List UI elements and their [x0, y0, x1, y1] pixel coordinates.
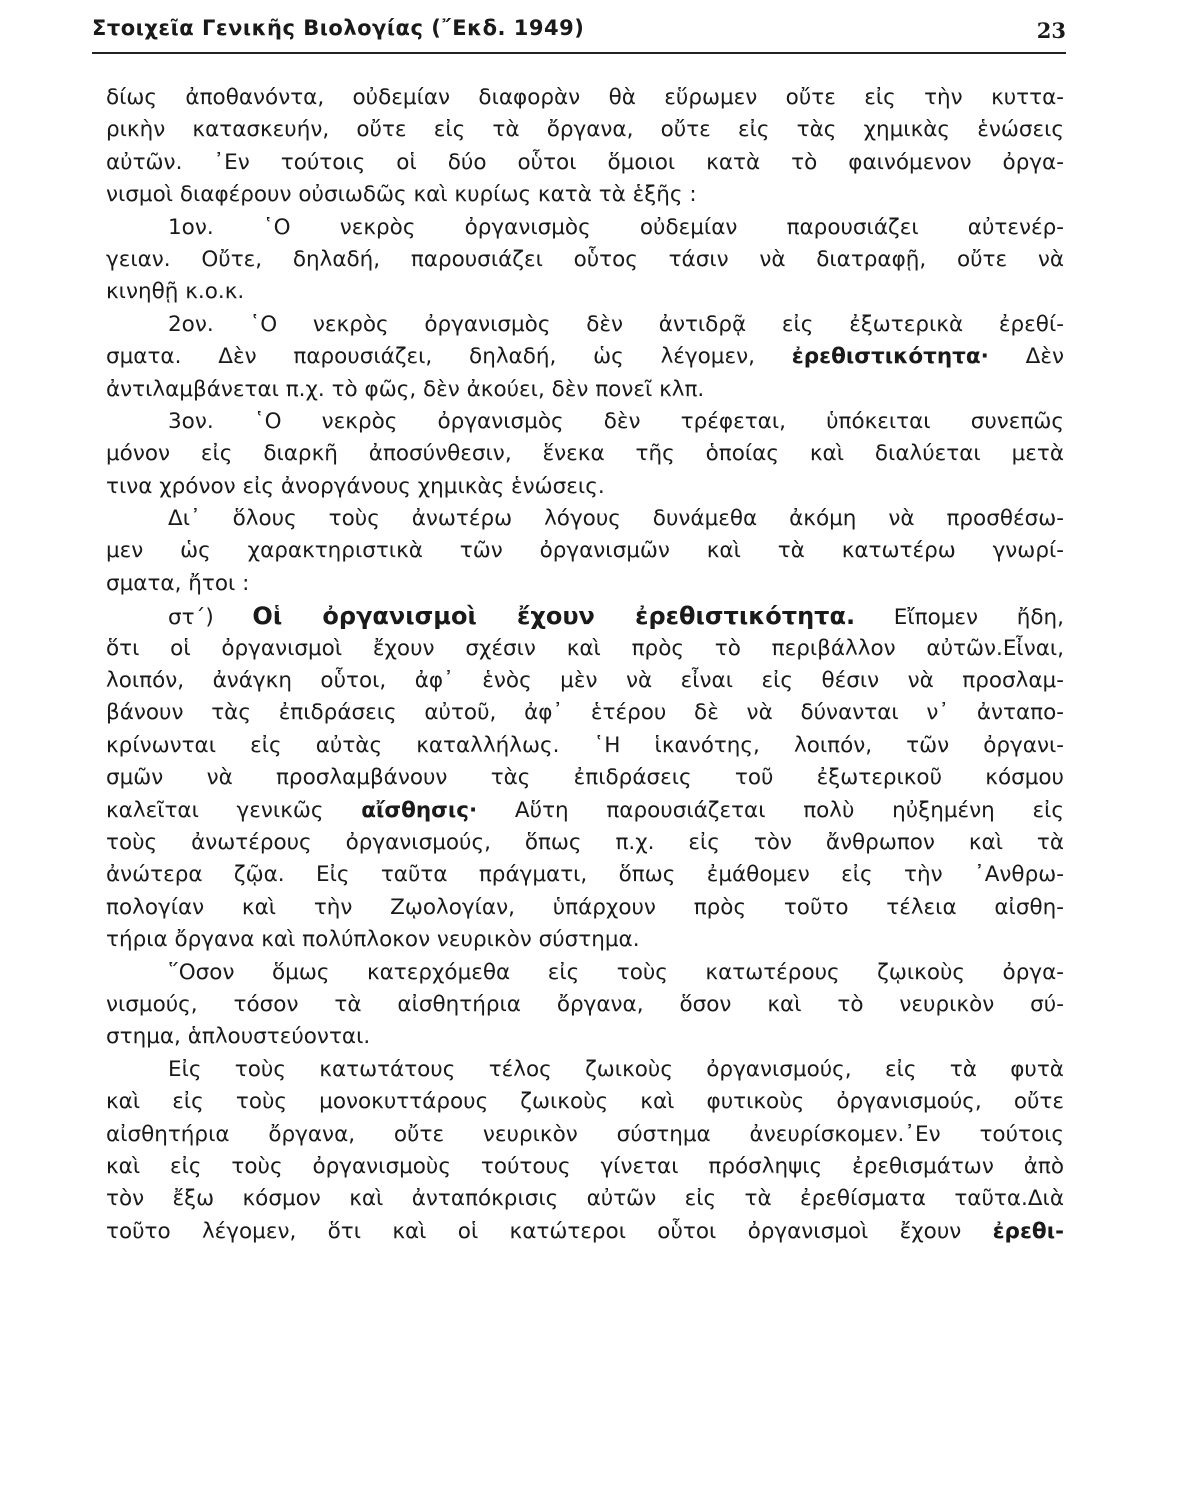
text-run: ἀντιλαμβάνεται π.χ. τὸ φῶς, δὲν ἀκούει, δὲν πονεῖ κλπ. [106, 376, 705, 402]
text-line [106, 1086, 1064, 1118]
text-run: νισμοὶ διαφέρουν οὐσιωδῶς καὶ κυρίως κατὰ τὰ ἑξῆς : [106, 182, 697, 208]
text-run: καὶ εἰς τοὺς ὀργανισμοὺς τούτους γίνεται πρόσληψις ἐρεθισμάτων ἀπὸ [106, 1153, 1064, 1179]
text-line [106, 374, 1064, 406]
text-run: ρικὴν κατασκευήν, οὔτε εἰς τὰ ὄργανα, οὔτε εἰς τὰς χημικὰς ἑνώσεις [106, 117, 1064, 143]
text-line [106, 1183, 1064, 1215]
text-run: τήρια ὄργανα καὶ πολύπλοκον νευρικὸν σύστημα. [106, 927, 640, 953]
text-line [106, 1151, 1064, 1183]
text-run: 3ον. ῾Ο νεκρὸς ὀργανισμὸς δὲν τρέφεται, ὑπόκειται συνεπῶς [168, 408, 1064, 434]
text-line [106, 795, 1064, 827]
bold-term: αἴσθησις· [361, 797, 478, 823]
text-run: πολογίαν καὶ τὴν Ζῳολογίαν, ὑπάρχουν πρὸς τοῦτο τέλεια αἰσθη- [106, 894, 1064, 920]
text-run: σματα, ἤτοι : [106, 570, 250, 596]
text-run: γειαν. Οὔτε, δηλαδή, παρουσιάζει οὗτος τάσιν νὰ διατραφῇ, οὔτε νὰ [106, 246, 1064, 272]
text-line [106, 82, 1064, 114]
text-run: αὐτῶν. ᾿Εν τούτοις οἱ δύο οὗτοι ὅμοιοι κατὰ τὸ φαινόμενον ὀργα- [106, 149, 1064, 175]
text-line [106, 212, 1064, 244]
text-line [106, 244, 1064, 276]
text-run: Αὕτη παρουσιάζεται πολὺ ηὐξημένη εἰς [477, 797, 1064, 823]
text-run: στ´) [168, 605, 253, 631]
text-run: λοιπόν, ἀνάγκη οὗτοι, ἀφ᾿ ἑνὸς μὲν νὰ εἶναι εἰς θέσιν νὰ προσλαμ- [106, 668, 1064, 694]
text-line [106, 309, 1064, 341]
body-text [106, 82, 1064, 1248]
text-run: μεν ὡς χαρακτηριστικὰ τῶν ὀργανισμῶν καὶ τὰ κατωτέρω γνωρί- [106, 538, 1064, 564]
text-line [106, 568, 1064, 600]
text-run: καὶ εἰς τοὺς μονοκυττάρους ζωικοὺς καὶ φυτικοὺς ὀργανισμούς, οὔτε [106, 1089, 1064, 1115]
text-line [106, 1119, 1064, 1151]
text-run: Εἰς τοὺς κατωτάτους τέλος ζωικοὺς ὀργανισμούς, εἰς τὰ φυτὰ [168, 1056, 1064, 1082]
text-line [106, 697, 1064, 729]
bold-term: ἐρεθι- [992, 1218, 1064, 1244]
text-run: καλεῖται γενικῶς [106, 797, 362, 823]
text-run: τοῦτο λέγομεν, ὅτι καὶ οἱ κατώτεροι οὗτοι ὀργανισμοὶ ἔχουν [106, 1218, 993, 1244]
text-run: τὸν ἔξω κόσμον καὶ ἀνταπόκρισις αὐτῶν εἰς τὰ ἐρεθίσματα ταῦτα.Διὰ [106, 1186, 1064, 1212]
text-line [106, 471, 1064, 503]
text-line [106, 503, 1064, 535]
bold-term: ἐρεθιστικότητα· [791, 344, 989, 370]
header-title: Στοιχεῖα Γενικῆς Βιολογίας (῎Εκδ. 1949) [92, 16, 585, 40]
text-run: ἀνώτερα ζῷα. Εἰς ταῦτα πράγματι, ὅπως ἐμάθομεν εἰς τὴν ᾿Ανθρω- [106, 862, 1064, 888]
text-run: Εἴπομεν ἤδη, [855, 605, 1065, 631]
page-number: 23 [1036, 18, 1066, 43]
text-line [106, 859, 1064, 891]
text-run: 2ον. ῾Ο νεκρὸς ὀργανισμὸς δὲν ἀντιδρᾷ εἰς ἐξωτερικὰ ἐρεθί- [168, 311, 1064, 337]
text-run: τοὺς ἀνωτέρους ὀργανισμούς, ὅπως π.χ. εἰς τὸν ἄνθρωπον καὶ τὰ [106, 829, 1064, 855]
text-run: ῞Οσον ὅμως κατερχόμεθα εἰς τοὺς κατωτέρους ζῳικοὺς ὀργα- [168, 959, 1064, 985]
text-run: σματα. Δὲν παρουσιάζει, δηλαδή, ὡς λέγομεν, [106, 344, 792, 370]
text-line [106, 1021, 1064, 1053]
text-run: Δι᾿ ὅλους τοὺς ἀνωτέρω λόγους δυνάμεθα ἀκόμη νὰ προσθέσω- [168, 506, 1064, 532]
text-line [106, 535, 1064, 567]
text-run: αἰσθητήρια ὄργανα, οὔτε νευρικὸν σύστημα ἀνευρίσκομεν.᾿Εν τούτοις [106, 1121, 1064, 1147]
text-line [106, 892, 1064, 924]
text-line [106, 341, 1064, 373]
text-run: Δὲν [988, 344, 1064, 370]
text-line [106, 827, 1064, 859]
text-line [106, 114, 1064, 146]
text-run: στημα, ἁπλουστεύονται. [106, 1024, 371, 1050]
text-line [106, 438, 1064, 470]
text-run: 1ον. ῾Ο νεκρὸς ὀργανισμὸς οὐδεμίαν παρουσιάζει αὐτενέρ- [168, 214, 1064, 240]
text-line [106, 633, 1064, 665]
header-rule [92, 52, 1066, 54]
text-line [106, 957, 1064, 989]
text-line [106, 924, 1064, 956]
text-run: τινα χρόνον εἰς ἀνοργάνους χημικὰς ἑνώσεις. [106, 473, 605, 499]
text-line [106, 665, 1064, 697]
text-line [106, 989, 1064, 1021]
text-line [106, 179, 1064, 211]
section-heading: Οἱ ὀργανισμοὶ ἔχουν ἐρεθιστικότητα. [252, 602, 856, 631]
text-line [106, 406, 1064, 438]
running-header [92, 14, 1066, 52]
text-run: κρίνωνται εἰς αὐτὰς καταλλήλως. ῾Η ἱκανότης, λοιπόν, τῶν ὀργανι- [106, 732, 1064, 758]
text-run: βάνουν τὰς ἐπιδράσεις αὐτοῦ, ἀφ᾿ ἑτέρου δὲ νὰ δύνανται ν᾿ ἀνταπο- [106, 700, 1064, 726]
text-line [106, 1216, 1064, 1248]
text-run: μόνον εἰς διαρκῆ ἀποσύνθεσιν, ἕνεκα τῆς ὁποίας καὶ διαλύεται μετὰ [106, 441, 1064, 467]
text-line [106, 1054, 1064, 1086]
text-run: νισμούς, τόσον τὰ αἰσθητήρια ὄργανα, ὅσον καὶ τὸ νευρικὸν σύ- [106, 991, 1064, 1017]
text-line [106, 730, 1064, 762]
text-line [106, 762, 1064, 794]
text-run: κινηθῇ κ.ο.κ. [106, 279, 245, 305]
text-line [106, 600, 1064, 632]
text-run: δίως ἀποθανόντα, οὐδεμίαν διαφορὰν θὰ εὕρωμεν οὔτε εἰς τὴν κυττα- [106, 85, 1064, 110]
text-line [106, 147, 1064, 179]
text-line [106, 276, 1064, 308]
text-run: ὅτι οἱ ὀργανισμοὶ ἔχουν σχέσιν καὶ πρὸς τὸ περιβάλλον αὐτῶν.Εἶναι, [106, 635, 1064, 661]
text-run: σμῶν νὰ προσλαμβάνουν τὰς ἐπιδράσεις τοῦ ἐξωτερικοῦ κόσμου [106, 765, 1064, 791]
